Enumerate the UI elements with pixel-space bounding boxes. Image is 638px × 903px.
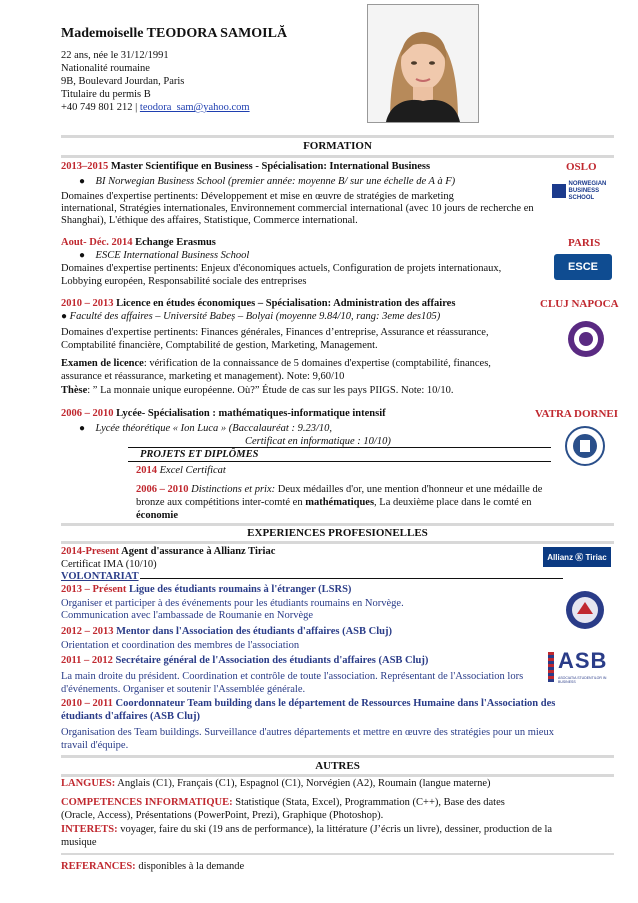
esce-logo	[554, 254, 612, 280]
projects-rule	[128, 461, 551, 462]
lsrs-logo	[565, 590, 605, 630]
age-line: 22 ans, née le 31/12/1991	[61, 50, 169, 61]
bi-logo-icon	[552, 184, 566, 198]
contact-line	[61, 102, 250, 115]
asb-logo-subtext: ASOCIATIA STUDENTILOR IN BUSINESS	[558, 676, 607, 684]
volunteer-2-title: 2012 – 2013 Mentor dans l'Association des étudiants d'affaires (ASB Cluj)	[61, 626, 392, 637]
asb-logo-text: ASB	[558, 648, 608, 673]
section-divider	[61, 155, 614, 158]
license-line: Titulaire du permis B	[61, 89, 151, 100]
formation-entry-2-desc: Domaines d'expertise pertinents: Enjeux d'économiques actuels, Configuration de projets internationaux,	[61, 263, 502, 274]
formation-entry-1-school: ● BI Norwegian Business School (premier année: moyenne B/ sur une échelle de A à F)	[79, 176, 456, 187]
formation-entry-4-title: 2006 – 2010 Lycée- Spécialisation : mathématiques-informatique intensif	[61, 408, 386, 419]
city-paris: PARIS	[568, 237, 601, 249]
formation-entry-2-title: Aout- Déc. 2014 Echange Erasmus	[61, 237, 216, 248]
job-title: 2014-Present Agent d'assurance à Allianz Tiriac	[61, 546, 276, 557]
phone: +40 749 801 212 |	[61, 102, 140, 113]
formation-entry-3-desc: Comptabilité financière, Comptabilité de gestion, Marketing, Management.	[61, 340, 378, 351]
computer-skills-line-2: (Oracle, Access), Présentations (PowerPoint, Prezi), Graphique (Photoshop).	[61, 810, 384, 821]
formation-entry-1-title: 2013–2015 Master Scientifique en Business - Spécialisation: International Business	[61, 161, 431, 172]
formation-entry-1-desc: international, Stratégies internationales, Environnement commercial international (avec 10 jours de recherche en	[61, 203, 534, 214]
project-1: 2014 Excel Certificat	[136, 465, 226, 476]
computer-skills-line: COMPETENCES INFORMATIQUE: Statistique (Stata, Excel), Programmation (C++), Base des dates	[61, 797, 505, 808]
volunteer-3-desc: La main droite du président. Coordination et contrôle de toute l'association. Représentant de l'Association lors	[61, 671, 524, 682]
address-line: 9B, Boulevard Jourdan, Paris	[61, 76, 185, 87]
email-link[interactable]: teodora_sam@yahoo.com	[139, 102, 250, 113]
projects-rule	[128, 447, 551, 448]
formation-entry-3-title: 2010 – 2013 Licence en études économiques – Spécialisation: Administration des affaires	[61, 298, 456, 309]
section-divider	[61, 541, 614, 544]
formation-entry-2-desc: Lobbying européen, Responsabilité sociale des entreprises	[61, 276, 307, 287]
languages-line: LANGUES: Anglais (C1), Français (C1), Espagnol (C1), Norvégien (A2), Roumain (langue materne)	[61, 778, 491, 789]
city-oslo: OSLO	[566, 161, 597, 173]
section-divider	[61, 853, 614, 855]
volunteer-3-title: 2011 – 2012 Secrétaire général de l'Association des étudiants d'affaires (ASB Cluj)	[61, 655, 429, 666]
job-cert: Certificat IMA (10/10)	[61, 559, 157, 570]
interests-line-2: musique	[61, 837, 97, 848]
city-vatra-dornei: VATRA DORNEI	[535, 408, 619, 420]
these-line: Thèse: ” La monnaie unique européenne. Où?” Étude de cas sur les pays PIIGS. Note: 10/10.	[61, 385, 454, 396]
interests-line: INTERETS: voyager, faire du ski (19 ans de performance), la littérature (J’écris un livre), dessiner, production de la	[61, 824, 553, 835]
lycee-logo	[565, 426, 605, 466]
section-title-formation: FORMATION	[303, 140, 372, 152]
bi-logo-text: NORWEGIAN BUSINESS SCHOOL	[568, 180, 607, 201]
exam-line-2: assurance et réassurance, marketing et management). Note: 9,60/10	[61, 371, 345, 382]
formation-entry-3-school: ● Faculté des affaires – Université Babeș – Bolyai (moyenne 9.84/10, rang: 3eme des105)	[61, 311, 441, 322]
asb-logo-bars	[548, 652, 554, 682]
exam-line: Examen de licence: vérification de la connaissance de 5 domaines d'expertise (comptabilité, finances,	[61, 358, 491, 369]
volunteer-1-desc: Organiser et participer à des événements pour les étudiants roumains en Norvège.	[61, 598, 404, 609]
city-cluj: CLUJ NAPOCA	[540, 298, 619, 310]
volunteer-2-desc: Orientation et coordination des membres de l'association	[61, 640, 300, 651]
volunteer-4-title-2: étudiants d'affaires (ASB Cluj)	[61, 711, 200, 722]
project-2: 2006 – 2010 Distinctions et prix: Deux médailles d'or, une mention d'honneur et une médaille de	[136, 484, 543, 495]
volunteer-4-title: 2010 – 2011 Coordonnateur Team building dans le département de Ressources Humaine dans l'Association des	[61, 698, 556, 709]
section-divider	[61, 135, 614, 138]
volunteer-title: VOLONTARIAT	[61, 571, 139, 582]
esce-logo-text: ESCE	[568, 261, 598, 273]
formation-entry-4-school: ● Lycée théorétique « Ion Luca » (Baccalauréat : 9.23/10,	[79, 423, 333, 434]
volunteer-1-title: 2013 – Présent Ligue des étudiants roumains à l'étranger (LSRS)	[61, 584, 352, 595]
section-divider	[61, 755, 614, 758]
volunteer-1-desc: Communication avec l'ambassade de Roumanie en Norvège	[61, 610, 314, 621]
allianz-logo	[543, 547, 611, 567]
formation-entry-1-desc: Shanghai), L'éthique des affaires, Statistique, Commerce international.	[61, 215, 358, 226]
formation-entry-1-desc: Domaines d'expertise pertinents: Développement et mise en œuvre de stratégies de marketing	[61, 191, 454, 202]
references-line: REFERANCES: disponibles à la demande	[61, 861, 245, 872]
babes-bolyai-logo	[567, 320, 605, 358]
asb-logo	[548, 648, 614, 692]
projects-title: PROJETS ET DIPLÔMES	[140, 449, 259, 460]
candidate-name: Mademoiselle TEODORA SAMOILĂ	[61, 26, 288, 41]
section-divider	[61, 774, 614, 777]
volunteer-4-desc: Organisation des Team buildings. Surveillance d'autres départements et mettre en œuvre des stratégies pour un mieux	[61, 727, 554, 738]
allianz-logo-text: Allianz Ⓚ Tiriac	[547, 552, 607, 562]
section-divider	[61, 523, 614, 526]
bi-logo	[550, 180, 620, 202]
section-title-experience: EXPERIENCES PROFESIONELLES	[247, 527, 428, 539]
nationality-line: Nationalité roumaine	[61, 63, 150, 74]
section-title-autres: AUTRES	[315, 760, 360, 772]
project-2-line-2: bronze aux compétitions inter-comté en mathématiques, La deuxième place dans le comté en	[136, 497, 532, 508]
profile-photo	[367, 4, 479, 123]
project-2-line-3: économie	[136, 510, 178, 521]
formation-entry-3-desc: Domaines d'expertise pertinents: Finances générales, Finances d’entreprise, Assurance et réassurance,	[61, 327, 489, 338]
formation-entry-2-school: ● ESCE International Business School	[79, 250, 250, 261]
volunteer-4-desc: travail d'équipe.	[61, 740, 129, 751]
formation-entry-4-school-2: Certificat en informatique : 10/10)	[245, 436, 391, 447]
volunteer-rule	[140, 578, 563, 579]
volunteer-3-desc: d'événements. Organiser et soutenir l'Assemblée générale.	[61, 684, 306, 695]
